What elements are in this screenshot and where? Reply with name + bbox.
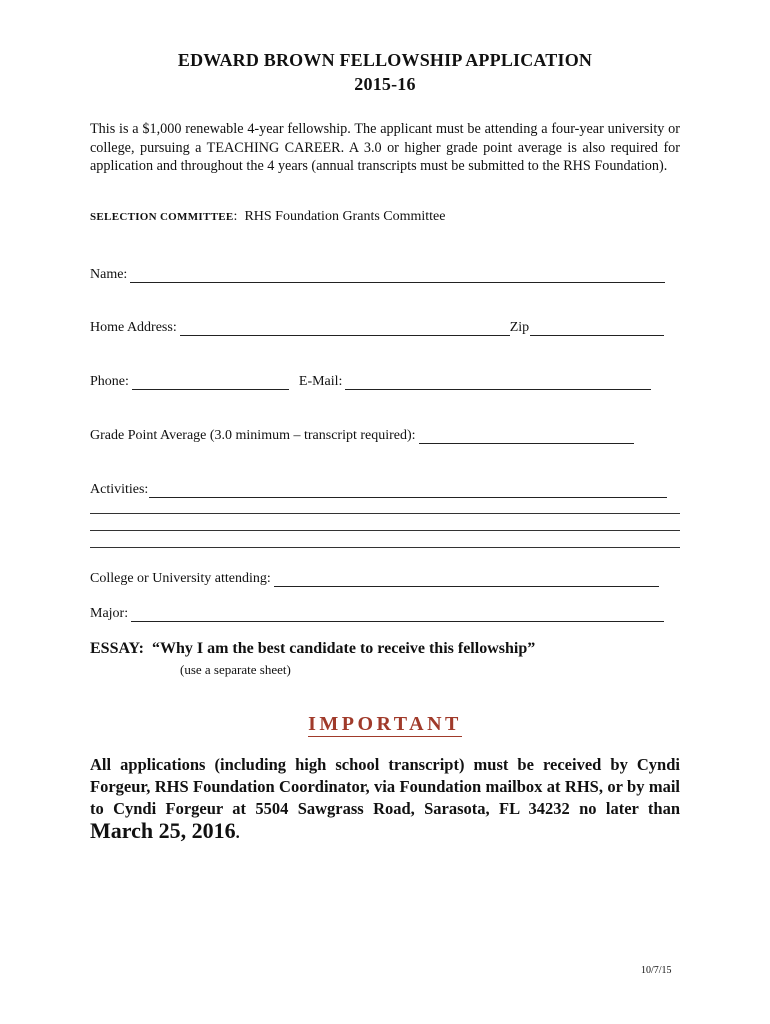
important-notice	[90, 754, 680, 844]
activities-line-2[interactable]	[90, 513, 680, 514]
revision-date: 10/7/15	[641, 965, 672, 976]
activities-row	[90, 478, 667, 498]
document-title: EDWARD BROWN FELLOWSHIP APPLICATION	[177, 50, 593, 70]
intro-paragraph: This is a $1,000 renewable 4-year fellowship. The applicant must be attending a four-year university or college, pursuing a TEACHING CAREER. A 3.0 or higher grade point average is also required for application and throughout the 4 years (annual transcripts must be submitted to the RHS Foundation).	[90, 121, 680, 174]
activities-field[interactable]	[149, 483, 667, 498]
committee-value: RHS Foundation Grants Committee	[244, 209, 446, 224]
phone-field[interactable]	[132, 375, 289, 390]
essay-note: (use a separate sheet)	[180, 662, 291, 677]
gpa-field[interactable]	[419, 429, 634, 444]
notice-text: All applications (including high school transcript) must be received by Cyndi Forgeur, RHS Foundation Coordinator, via Foundation mailbox at RHS, or by mail to Cyndi Forgeur at 5504 Sawgrass Road, Sarasota, FL 34232 no later than	[90, 755, 680, 818]
home-address-field[interactable]	[180, 321, 510, 336]
gpa-label: Grade Point Average (3.0 minimum – transcript required):	[90, 428, 416, 443]
important-heading-text: IMPORTANT	[308, 713, 462, 735]
name-row	[90, 263, 665, 283]
zip-label: Zip	[509, 320, 530, 335]
essay-prompt: “Why I am the best candidate to receive this fellowship”	[151, 640, 536, 657]
college-field[interactable]	[274, 572, 659, 587]
selection-committee	[90, 209, 446, 225]
deadline-date: March 25, 2016	[90, 818, 236, 843]
email-label: E-Mail:	[298, 374, 343, 389]
major-field[interactable]	[131, 607, 664, 622]
college-label: College or University attending:	[90, 571, 271, 586]
activities-label: Activities:	[90, 482, 149, 497]
phone-email-row	[90, 370, 651, 390]
name-label: Name:	[90, 267, 128, 282]
essay-label: ESSAY:	[90, 640, 144, 657]
important-heading	[0, 713, 770, 736]
major-label: Major:	[90, 606, 129, 621]
zip-field[interactable]	[530, 321, 664, 336]
address-row	[90, 316, 664, 336]
activities-line-4[interactable]	[90, 547, 680, 548]
gpa-row	[90, 424, 634, 444]
activities-line-3[interactable]	[90, 530, 680, 531]
address-label: Home Address:	[90, 320, 177, 335]
college-row	[90, 567, 659, 587]
name-field[interactable]	[130, 268, 665, 283]
phone-label: Phone:	[90, 374, 129, 389]
deadline-suffix: .	[235, 823, 240, 842]
major-row	[90, 602, 664, 622]
document-year: 2015-16	[354, 74, 416, 94]
email-field[interactable]	[345, 375, 651, 390]
committee-colon: :	[233, 209, 245, 224]
committee-label: SELECTION COMMITTEE	[90, 211, 234, 223]
essay-heading	[90, 640, 535, 658]
